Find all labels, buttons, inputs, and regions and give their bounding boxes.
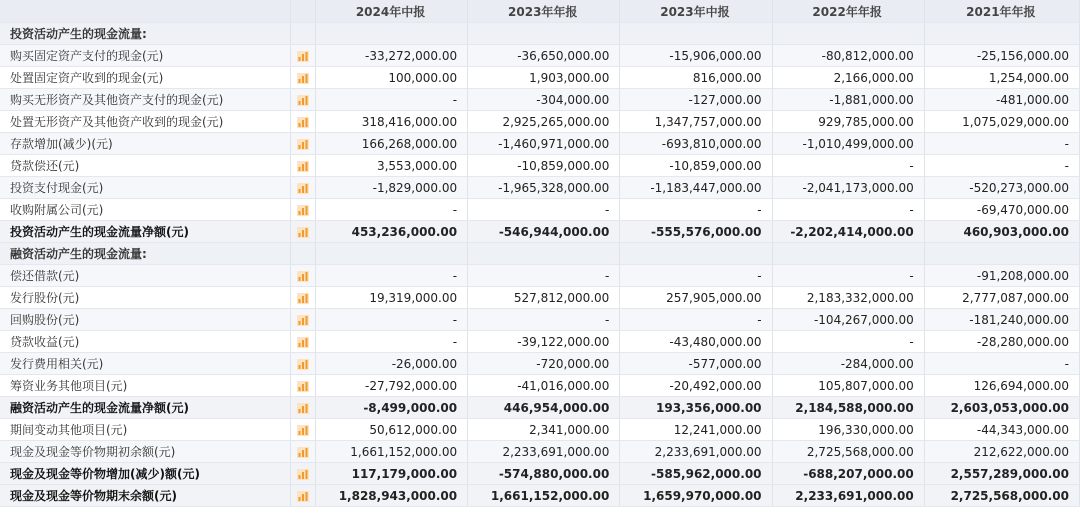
table-row [0, 177, 1080, 199]
value-cell: -28,280,000.00 [924, 331, 1079, 353]
value-cell: -44,343,000.00 [924, 419, 1079, 441]
value-cell [620, 243, 772, 265]
column-header[interactable]: 2024年中报 [315, 0, 467, 23]
value-cell: -1,183,447,000.00 [620, 177, 772, 199]
table-row [0, 111, 1080, 133]
value-cell: -69,470,000.00 [924, 199, 1079, 221]
row-label: 处置固定资产收到的现金(元) [0, 67, 290, 89]
row-label: 融资活动产生的现金流量: [0, 243, 290, 265]
value-cell: -1,460,971,000.00 [468, 133, 620, 155]
value-cell: 2,341,000.00 [468, 419, 620, 441]
value-cell: 2,183,332,000.00 [772, 287, 924, 309]
value-cell: -284,000.00 [772, 353, 924, 375]
bar-chart-icon[interactable] [297, 293, 309, 304]
value-cell: - [924, 155, 1079, 177]
chart-cell[interactable] [290, 287, 315, 309]
value-cell: - [468, 309, 620, 331]
bar-chart-icon[interactable] [297, 183, 309, 194]
table-row [0, 441, 1080, 463]
chart-cell[interactable] [290, 397, 315, 419]
value-cell: - [924, 353, 1079, 375]
value-cell: - [315, 331, 467, 353]
value-cell: -1,881,000.00 [772, 89, 924, 111]
row-label: 贷款收益(元) [0, 331, 290, 353]
value-cell: -10,859,000.00 [620, 155, 772, 177]
value-cell: 193,356,000.00 [620, 397, 772, 419]
chart-cell[interactable] [290, 309, 315, 331]
value-cell: 1,661,152,000.00 [468, 485, 620, 507]
chart-cell[interactable] [290, 485, 315, 507]
value-cell: -688,207,000.00 [772, 463, 924, 485]
chart-cell[interactable] [290, 441, 315, 463]
row-label: 回购股份(元) [0, 309, 290, 331]
value-cell: 527,812,000.00 [468, 287, 620, 309]
row-label: 发行股份(元) [0, 287, 290, 309]
chart-cell[interactable] [290, 177, 315, 199]
row-label: 发行费用相关(元) [0, 353, 290, 375]
value-cell: -1,829,000.00 [315, 177, 467, 199]
value-cell: 2,557,289,000.00 [924, 463, 1079, 485]
value-cell: -555,576,000.00 [620, 221, 772, 243]
value-cell: - [772, 155, 924, 177]
value-cell: -39,122,000.00 [468, 331, 620, 353]
table-row [0, 67, 1080, 89]
table-row [0, 419, 1080, 441]
value-cell: - [315, 89, 467, 111]
value-cell: 446,954,000.00 [468, 397, 620, 419]
value-cell: 212,622,000.00 [924, 441, 1079, 463]
value-cell: 1,254,000.00 [924, 67, 1079, 89]
chart-cell[interactable] [290, 331, 315, 353]
value-cell [924, 243, 1079, 265]
value-cell [620, 23, 772, 45]
row-label: 期间变动其他项目(元) [0, 419, 290, 441]
value-cell: -33,272,000.00 [315, 45, 467, 67]
chart-cell[interactable] [290, 265, 315, 287]
chart-cell [290, 243, 315, 265]
chart-cell[interactable] [290, 111, 315, 133]
row-label: 筹资业务其他项目(元) [0, 375, 290, 397]
value-cell: 126,694,000.00 [924, 375, 1079, 397]
value-cell: 50,612,000.00 [315, 419, 467, 441]
value-cell: 1,903,000.00 [468, 67, 620, 89]
total-row [0, 485, 1080, 507]
value-cell [772, 23, 924, 45]
value-cell: 2,725,568,000.00 [924, 485, 1079, 507]
bar-chart-icon[interactable] [297, 117, 309, 128]
value-cell: 105,807,000.00 [772, 375, 924, 397]
bar-chart-icon[interactable] [297, 227, 309, 238]
bar-chart-icon[interactable] [297, 205, 309, 216]
column-header[interactable]: 2022年年报 [772, 0, 924, 23]
value-cell: 19,319,000.00 [315, 287, 467, 309]
row-label: 现金及现金等价物增加(减少)额(元) [0, 463, 290, 485]
value-cell: -574,880,000.00 [468, 463, 620, 485]
bar-chart-icon[interactable] [297, 491, 309, 502]
value-cell: - [468, 199, 620, 221]
section-row [0, 23, 1080, 45]
value-cell: - [315, 265, 467, 287]
total-row [0, 397, 1080, 419]
value-cell: -2,202,414,000.00 [772, 221, 924, 243]
row-label: 购买固定资产支付的现金(元) [0, 45, 290, 67]
value-cell [772, 243, 924, 265]
row-label: 收购附属公司(元) [0, 199, 290, 221]
value-cell: 2,184,588,000.00 [772, 397, 924, 419]
value-cell: -585,962,000.00 [620, 463, 772, 485]
table-row [0, 353, 1080, 375]
row-label: 购买无形资产及其他资产支付的现金(元) [0, 89, 290, 111]
value-cell: -481,000.00 [924, 89, 1079, 111]
chart-cell [290, 23, 315, 45]
value-cell [315, 243, 467, 265]
value-cell: 2,725,568,000.00 [772, 441, 924, 463]
value-cell: -15,906,000.00 [620, 45, 772, 67]
bar-chart-icon[interactable] [297, 95, 309, 106]
table-row [0, 375, 1080, 397]
value-cell: -577,000.00 [620, 353, 772, 375]
value-cell: -104,267,000.00 [772, 309, 924, 331]
value-cell: -2,041,173,000.00 [772, 177, 924, 199]
value-cell: -127,000.00 [620, 89, 772, 111]
chart-cell[interactable] [290, 199, 315, 221]
value-cell: -693,810,000.00 [620, 133, 772, 155]
value-cell: 196,330,000.00 [772, 419, 924, 441]
value-cell: 3,553,000.00 [315, 155, 467, 177]
value-cell: -304,000.00 [468, 89, 620, 111]
value-cell: - [315, 199, 467, 221]
row-label: 现金及现金等价物期末余额(元) [0, 485, 290, 507]
value-cell: 460,903,000.00 [924, 221, 1079, 243]
value-cell: - [772, 199, 924, 221]
value-cell: -720,000.00 [468, 353, 620, 375]
bar-chart-icon[interactable] [297, 73, 309, 84]
total-row [0, 463, 1080, 485]
section-row [0, 243, 1080, 265]
table-row [0, 309, 1080, 331]
value-cell: -80,812,000.00 [772, 45, 924, 67]
value-cell: 2,233,691,000.00 [772, 485, 924, 507]
chart-cell[interactable] [290, 155, 315, 177]
chart-cell[interactable] [290, 353, 315, 375]
value-cell: -91,208,000.00 [924, 265, 1079, 287]
column-header[interactable]: 2023年年报 [468, 0, 620, 23]
value-cell: - [468, 265, 620, 287]
bar-chart-icon[interactable] [297, 403, 309, 414]
value-cell: -20,492,000.00 [620, 375, 772, 397]
chart-cell[interactable] [290, 133, 315, 155]
value-cell: 166,268,000.00 [315, 133, 467, 155]
bar-chart-icon[interactable] [297, 139, 309, 150]
column-header[interactable]: 2023年中报 [620, 0, 772, 23]
row-label: 投资活动产生的现金流量: [0, 23, 290, 45]
value-cell: 2,603,053,000.00 [924, 397, 1079, 419]
table-row [0, 89, 1080, 111]
bar-chart-icon[interactable] [297, 161, 309, 172]
chart-cell[interactable] [290, 67, 315, 89]
value-cell: - [924, 133, 1079, 155]
bar-chart-icon[interactable] [297, 447, 309, 458]
value-cell: 1,661,152,000.00 [315, 441, 467, 463]
value-cell: 2,777,087,000.00 [924, 287, 1079, 309]
value-cell: - [620, 309, 772, 331]
bar-chart-icon[interactable] [297, 425, 309, 436]
row-label: 贷款偿还(元) [0, 155, 290, 177]
table-row [0, 155, 1080, 177]
value-cell: 1,659,970,000.00 [620, 485, 772, 507]
value-cell: -43,480,000.00 [620, 331, 772, 353]
value-cell: 318,416,000.00 [315, 111, 467, 133]
row-label: 现金及现金等价物期初余额(元) [0, 441, 290, 463]
chart-cell[interactable] [290, 375, 315, 397]
row-label: 存款增加(减少)(元) [0, 133, 290, 155]
table-row [0, 133, 1080, 155]
value-cell: 2,925,265,000.00 [468, 111, 620, 133]
value-cell: - [772, 331, 924, 353]
header-label-cell [0, 0, 290, 23]
table-row [0, 45, 1080, 67]
chart-cell[interactable] [290, 89, 315, 111]
value-cell: -41,016,000.00 [468, 375, 620, 397]
row-label: 投资活动产生的现金流量净额(元) [0, 221, 290, 243]
bar-chart-icon[interactable] [297, 359, 309, 370]
bar-chart-icon[interactable] [297, 315, 309, 326]
row-label: 处置无形资产及其他资产收到的现金(元) [0, 111, 290, 133]
bar-chart-icon[interactable] [297, 337, 309, 348]
value-cell: 2,233,691,000.00 [468, 441, 620, 463]
bar-chart-icon[interactable] [297, 381, 309, 392]
chart-cell[interactable] [290, 221, 315, 243]
value-cell [315, 23, 467, 45]
header-row [0, 0, 1080, 23]
value-cell: - [620, 265, 772, 287]
value-cell: 453,236,000.00 [315, 221, 467, 243]
value-cell: -27,792,000.00 [315, 375, 467, 397]
value-cell: - [772, 265, 924, 287]
value-cell [468, 23, 620, 45]
value-cell: -25,156,000.00 [924, 45, 1079, 67]
value-cell: 1,075,029,000.00 [924, 111, 1079, 133]
value-cell: 257,905,000.00 [620, 287, 772, 309]
chart-cell[interactable] [290, 45, 315, 67]
bar-chart-icon[interactable] [297, 271, 309, 282]
value-cell: -520,273,000.00 [924, 177, 1079, 199]
value-cell: 2,233,691,000.00 [620, 441, 772, 463]
value-cell: 2,166,000.00 [772, 67, 924, 89]
row-label: 投资支付现金(元) [0, 177, 290, 199]
table-row [0, 287, 1080, 309]
table-row [0, 199, 1080, 221]
value-cell: -8,499,000.00 [315, 397, 467, 419]
value-cell: - [620, 199, 772, 221]
value-cell: -546,944,000.00 [468, 221, 620, 243]
chart-cell[interactable] [290, 419, 315, 441]
table-row [0, 331, 1080, 353]
value-cell [924, 23, 1079, 45]
value-cell: 929,785,000.00 [772, 111, 924, 133]
value-cell: -26,000.00 [315, 353, 467, 375]
bar-chart-icon[interactable] [297, 51, 309, 62]
header-icon-cell [290, 0, 315, 23]
value-cell: 1,347,757,000.00 [620, 111, 772, 133]
value-cell: -10,859,000.00 [468, 155, 620, 177]
row-label: 偿还借款(元) [0, 265, 290, 287]
total-row [0, 221, 1080, 243]
value-cell: -1,965,328,000.00 [468, 177, 620, 199]
value-cell: - [315, 309, 467, 331]
row-label: 融资活动产生的现金流量净额(元) [0, 397, 290, 419]
value-cell: 816,000.00 [620, 67, 772, 89]
value-cell: 117,179,000.00 [315, 463, 467, 485]
value-cell: -1,010,499,000.00 [772, 133, 924, 155]
chart-cell[interactable] [290, 463, 315, 485]
value-cell: 12,241,000.00 [620, 419, 772, 441]
value-cell: -181,240,000.00 [924, 309, 1079, 331]
bar-chart-icon[interactable] [297, 469, 309, 480]
value-cell: 100,000.00 [315, 67, 467, 89]
column-header[interactable]: 2021年年报 [924, 0, 1079, 23]
value-cell: -36,650,000.00 [468, 45, 620, 67]
value-cell: 1,828,943,000.00 [315, 485, 467, 507]
value-cell [468, 243, 620, 265]
table-row [0, 265, 1080, 287]
